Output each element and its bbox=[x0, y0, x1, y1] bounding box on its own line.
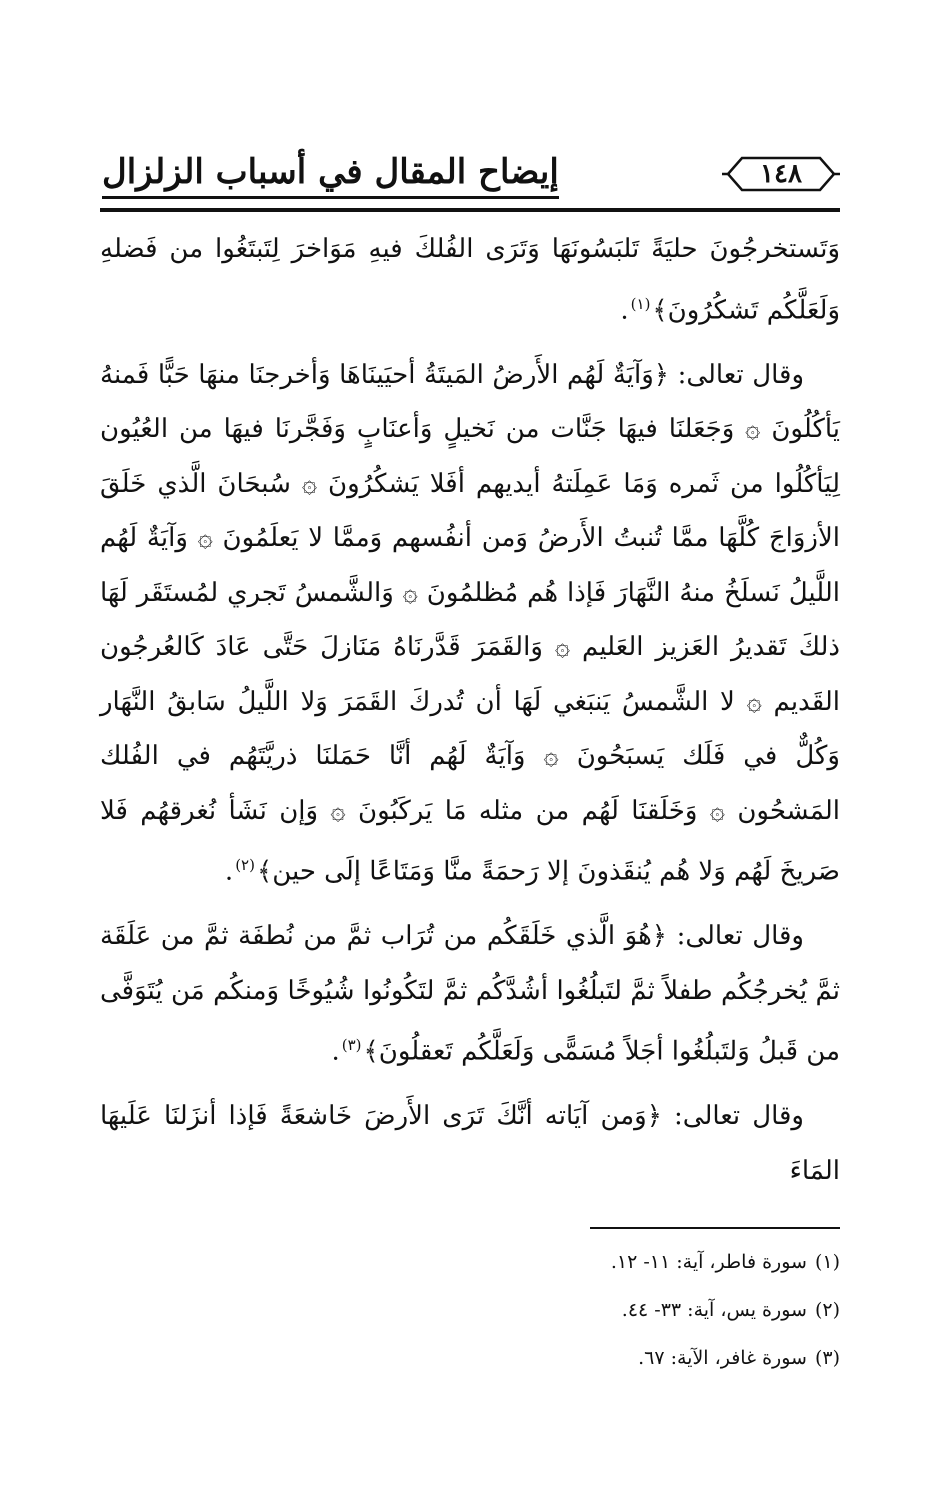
paragraph-3 bbox=[100, 909, 840, 1079]
paragraph-tail: . bbox=[331, 1036, 340, 1067]
footnote-text: سورة غافر، الآية: ٦٧. bbox=[638, 1347, 807, 1369]
footnote-rule bbox=[590, 1227, 840, 1229]
main-text bbox=[100, 222, 840, 1208]
paragraph-tail: . bbox=[620, 295, 629, 326]
footnote-number: (١) bbox=[814, 1251, 840, 1273]
footnote-number: (٢) bbox=[814, 1299, 840, 1321]
footnote-3 bbox=[540, 1334, 840, 1382]
footnotes bbox=[540, 1238, 840, 1382]
paragraph-text: وَتَستخرجُونَ حليَةً تَلبَسُونَهَا وَتَرَى الفُلكَ فيهِ مَوَاخرَ لِتَبتَغُوا من فَضلهِ وَلَعَلَّكُم تَشكُرُونَ﴾ bbox=[100, 234, 840, 326]
paragraph-text: وقال تعالى: ﴿هُوَ الَّذي خَلَقَكُم من تُرَاب ثمَّ من نُطفَة ثمَّ من عَلَقَة ثمَّ يُخرجُكُم طفلاً ثمَّ لتَبلُغُوا أشُدَّكُم ثمَّ لتَكُونُوا شُيُوخًا وَمنكُم مَن يُتَوَفَّى من قَبلُ وَلتَبلُغُوا أجَلاً مُسَمًّى وَلَعَلَّكُم تَعقلُونَ﴾ bbox=[100, 921, 840, 1067]
footnote-ref-1: (١) bbox=[630, 294, 651, 313]
header-rule bbox=[100, 208, 840, 212]
footnote-2 bbox=[540, 1286, 840, 1334]
paragraph-tail: . bbox=[224, 856, 234, 887]
paragraph-1 bbox=[100, 222, 840, 338]
page-number: ١٤٨ bbox=[760, 159, 802, 189]
page-number-badge bbox=[722, 152, 840, 196]
paragraph-2 bbox=[100, 348, 840, 900]
page-header bbox=[100, 150, 840, 206]
paragraph-4 bbox=[100, 1089, 840, 1198]
footnote-number: (٣) bbox=[814, 1347, 840, 1369]
footnote-ref-3: (٣) bbox=[341, 1036, 362, 1055]
footnote-text: سورة فاطر، آية: ١١- ١٢. bbox=[610, 1251, 807, 1273]
running-title: إيضاح المقال في أسباب الزلزال bbox=[102, 150, 559, 199]
footnote-1 bbox=[540, 1238, 840, 1286]
footnote-ref-2: (٢) bbox=[235, 856, 255, 875]
paragraph-text: وقال تعالى: ﴿وَمن آيَاته أنَّكَ تَرَى الأَرضَ خَاشعَةً فَإذا أنزَلنَا عَلَيهَا المَاءَ bbox=[100, 1101, 840, 1186]
footnote-text: سورة يس، آية: ٣٣- ٤٤. bbox=[621, 1299, 807, 1321]
paragraph-text: وقال تعالى: ﴿وَآيَةٌ لَهُم الأَرضُ المَيتَةُ أحيَينَاهَا وَأخرجنَا منهَا حَبًّا فَمنهُ يَأكُلُونَ ۞ وَجَعَلنَا فيهَا جَنَّات من نَخيلٍ وَأعنَابٍ وَفَجَّرنَا فيهَا من العُيُون لِيَأكُلُوا من ثَمره وَمَا عَمِلَتهُ أيديهم أفَلا يَشكُرُونَ ۞ سُبحَانَ الَّذي خَلَقَ الأزوَاجَ كُلَّهَا ممَّا تُنبتُ الأَرضُ وَمن أنفُسهم وَممَّا لا يَعلَمُونَ ۞ وَآيَةٌ لَهُم اللَّيلُ نَسلَخُ منهُ النَّهَارَ فَإذا هُم مُظلمُونَ ۞ وَالشَّمسُ تَجري لمُستَقَر لَهَا ذلكَ تَقديرُ العَزيز العَليم ۞ وَالقَمَرَ قَدَّرنَاهُ مَنَازلَ حَتَّى عَادَ كَالعُرجُون القَديم ۞ لا الشَّمسُ يَنبَغي لَهَا أن تُدركَ القَمَرَ وَلا اللَّيلُ سَابقُ النَّهَار وَكُلٌّ في فَلَك يَسبَحُونَ ۞ وَآيَةٌ لَهُم أنَّا حَمَلنَا ذريَّتَهُم في الفُلك المَشحُون ۞ وَخَلَقنَا لَهُم من مثله مَا يَركَبُونَ ۞ وَإن نَشَأ نُغرقهُم فَلا صَريخَ لَهُم وَلا هُم يُنقَذونَ إلا رَحمَةً منَّا وَمَتَاعًا إلَى حين﴾ bbox=[100, 359, 840, 887]
